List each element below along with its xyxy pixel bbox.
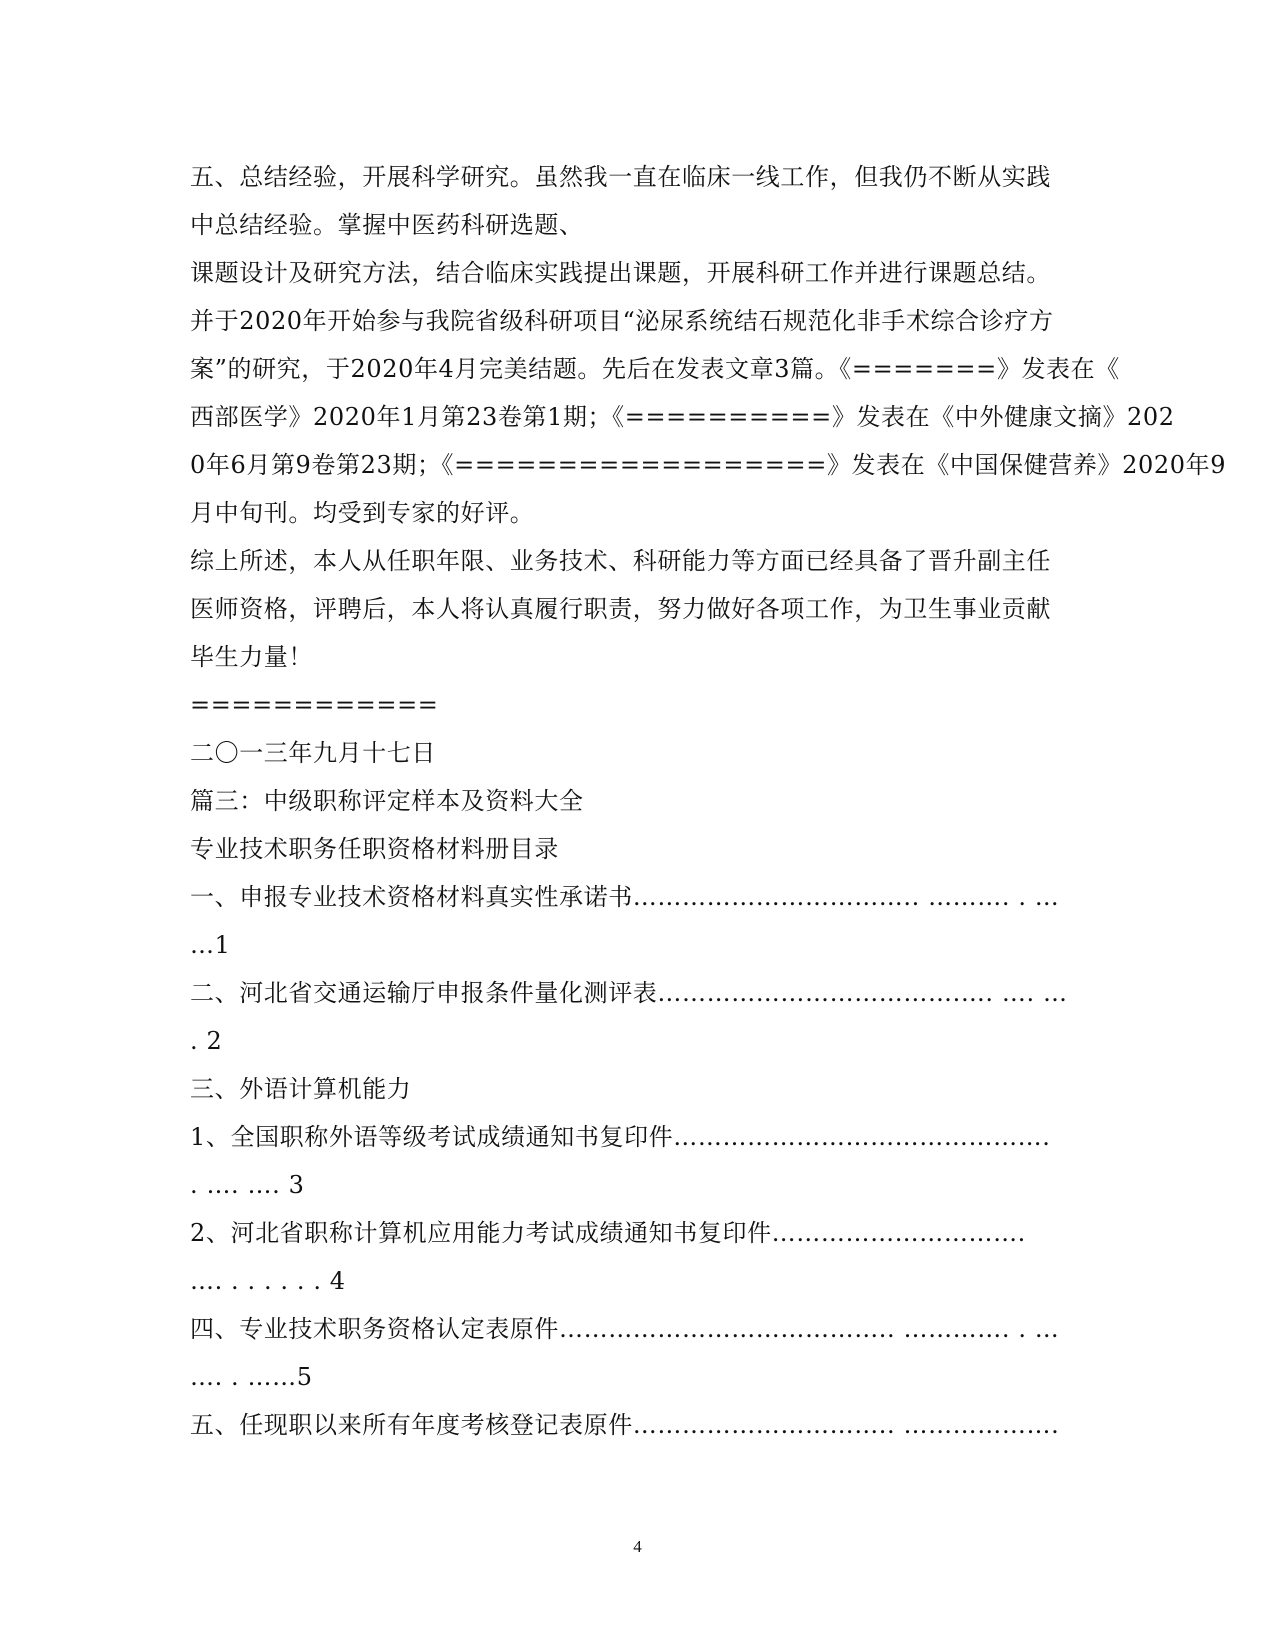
text-line: 毕生力量！ [190,643,313,671]
toc-entry-continued: …. . . . . . . 4 [190,1267,346,1295]
text-line: 五、总结经验，开展科学研究。虽然我一直在临床一线工作，但我仍不断从实践 [190,163,1051,191]
section-heading: 篇三：中级职称评定样本及资料大全 [190,787,584,815]
text-line: 课题设计及研究方法，结合临床实践提出课题，开展科研工作并进行课题总结。 [190,259,1051,287]
toc-title: 专业技术职务任职资格材料册目录 [190,835,559,863]
separator-line: ============ [190,691,439,719]
text-line: 中总结经验。掌握中医药科研选题、 [190,211,584,239]
text-line: 案”的研究，于2020年4月完美结题。先后在发表文章3篇。《=======》发表在《 [190,355,1120,383]
text-line: 综上所述，本人从任职年限、业务技术、科研能力等方面已经具备了晋升副主任 [190,547,1051,575]
text-line: 月中旬刊。均受到专家的好评。 [190,499,535,527]
toc-entry-continued: . …. …. 3 [190,1171,305,1199]
toc-entry-continued: …. . ……5 [190,1363,313,1391]
toc-entry: 四、专业技术职务资格认定表原件………………………………….. …………. . … [190,1315,1060,1343]
toc-entry: 三、外语计算机能力 [190,1075,412,1103]
text-line: 0年6月第9卷第23期；《==================》发表在《中国保健营养》2020年9 [190,451,1227,479]
text-line: 医师资格，评聘后，本人将认真履行职责，努力做好各项工作，为卫生事业贡献 [190,595,1051,623]
text-line: 并于2020年开始参与我院省级科研项目“泌尿系统结石规范化非手术综合诊疗方 [190,307,1054,335]
text-line: 西部医学》2020年1月第23卷第1期；《==========》发表在《中外健康文摘》202 [190,403,1175,431]
page-number: 4 [633,1537,642,1556]
date-line: 二〇一三年九月十七日 [190,739,436,767]
toc-entry: 二、河北省交通运输厅申报条件量化测评表……………………………….…. …. … [190,979,1068,1007]
toc-entry: 五、任现职以来所有年度考核登记表原件………………………….. ………………. [190,1411,1060,1439]
toc-entry: 1、全国职称外语等级考试成绩通知书复印件………………………………………. [190,1123,1051,1151]
toc-entry-continued: . 2 [190,1027,223,1055]
toc-entry: 一、申报专业技术资格材料真实性承诺书…………………………….. ………. . … [190,883,1060,911]
toc-entry: 2、河北省职称计算机应用能力考试成绩通知书复印件…………………………. [190,1219,1026,1247]
document-body [190,153,1227,1449]
toc-entry-continued: …1 [190,931,231,959]
